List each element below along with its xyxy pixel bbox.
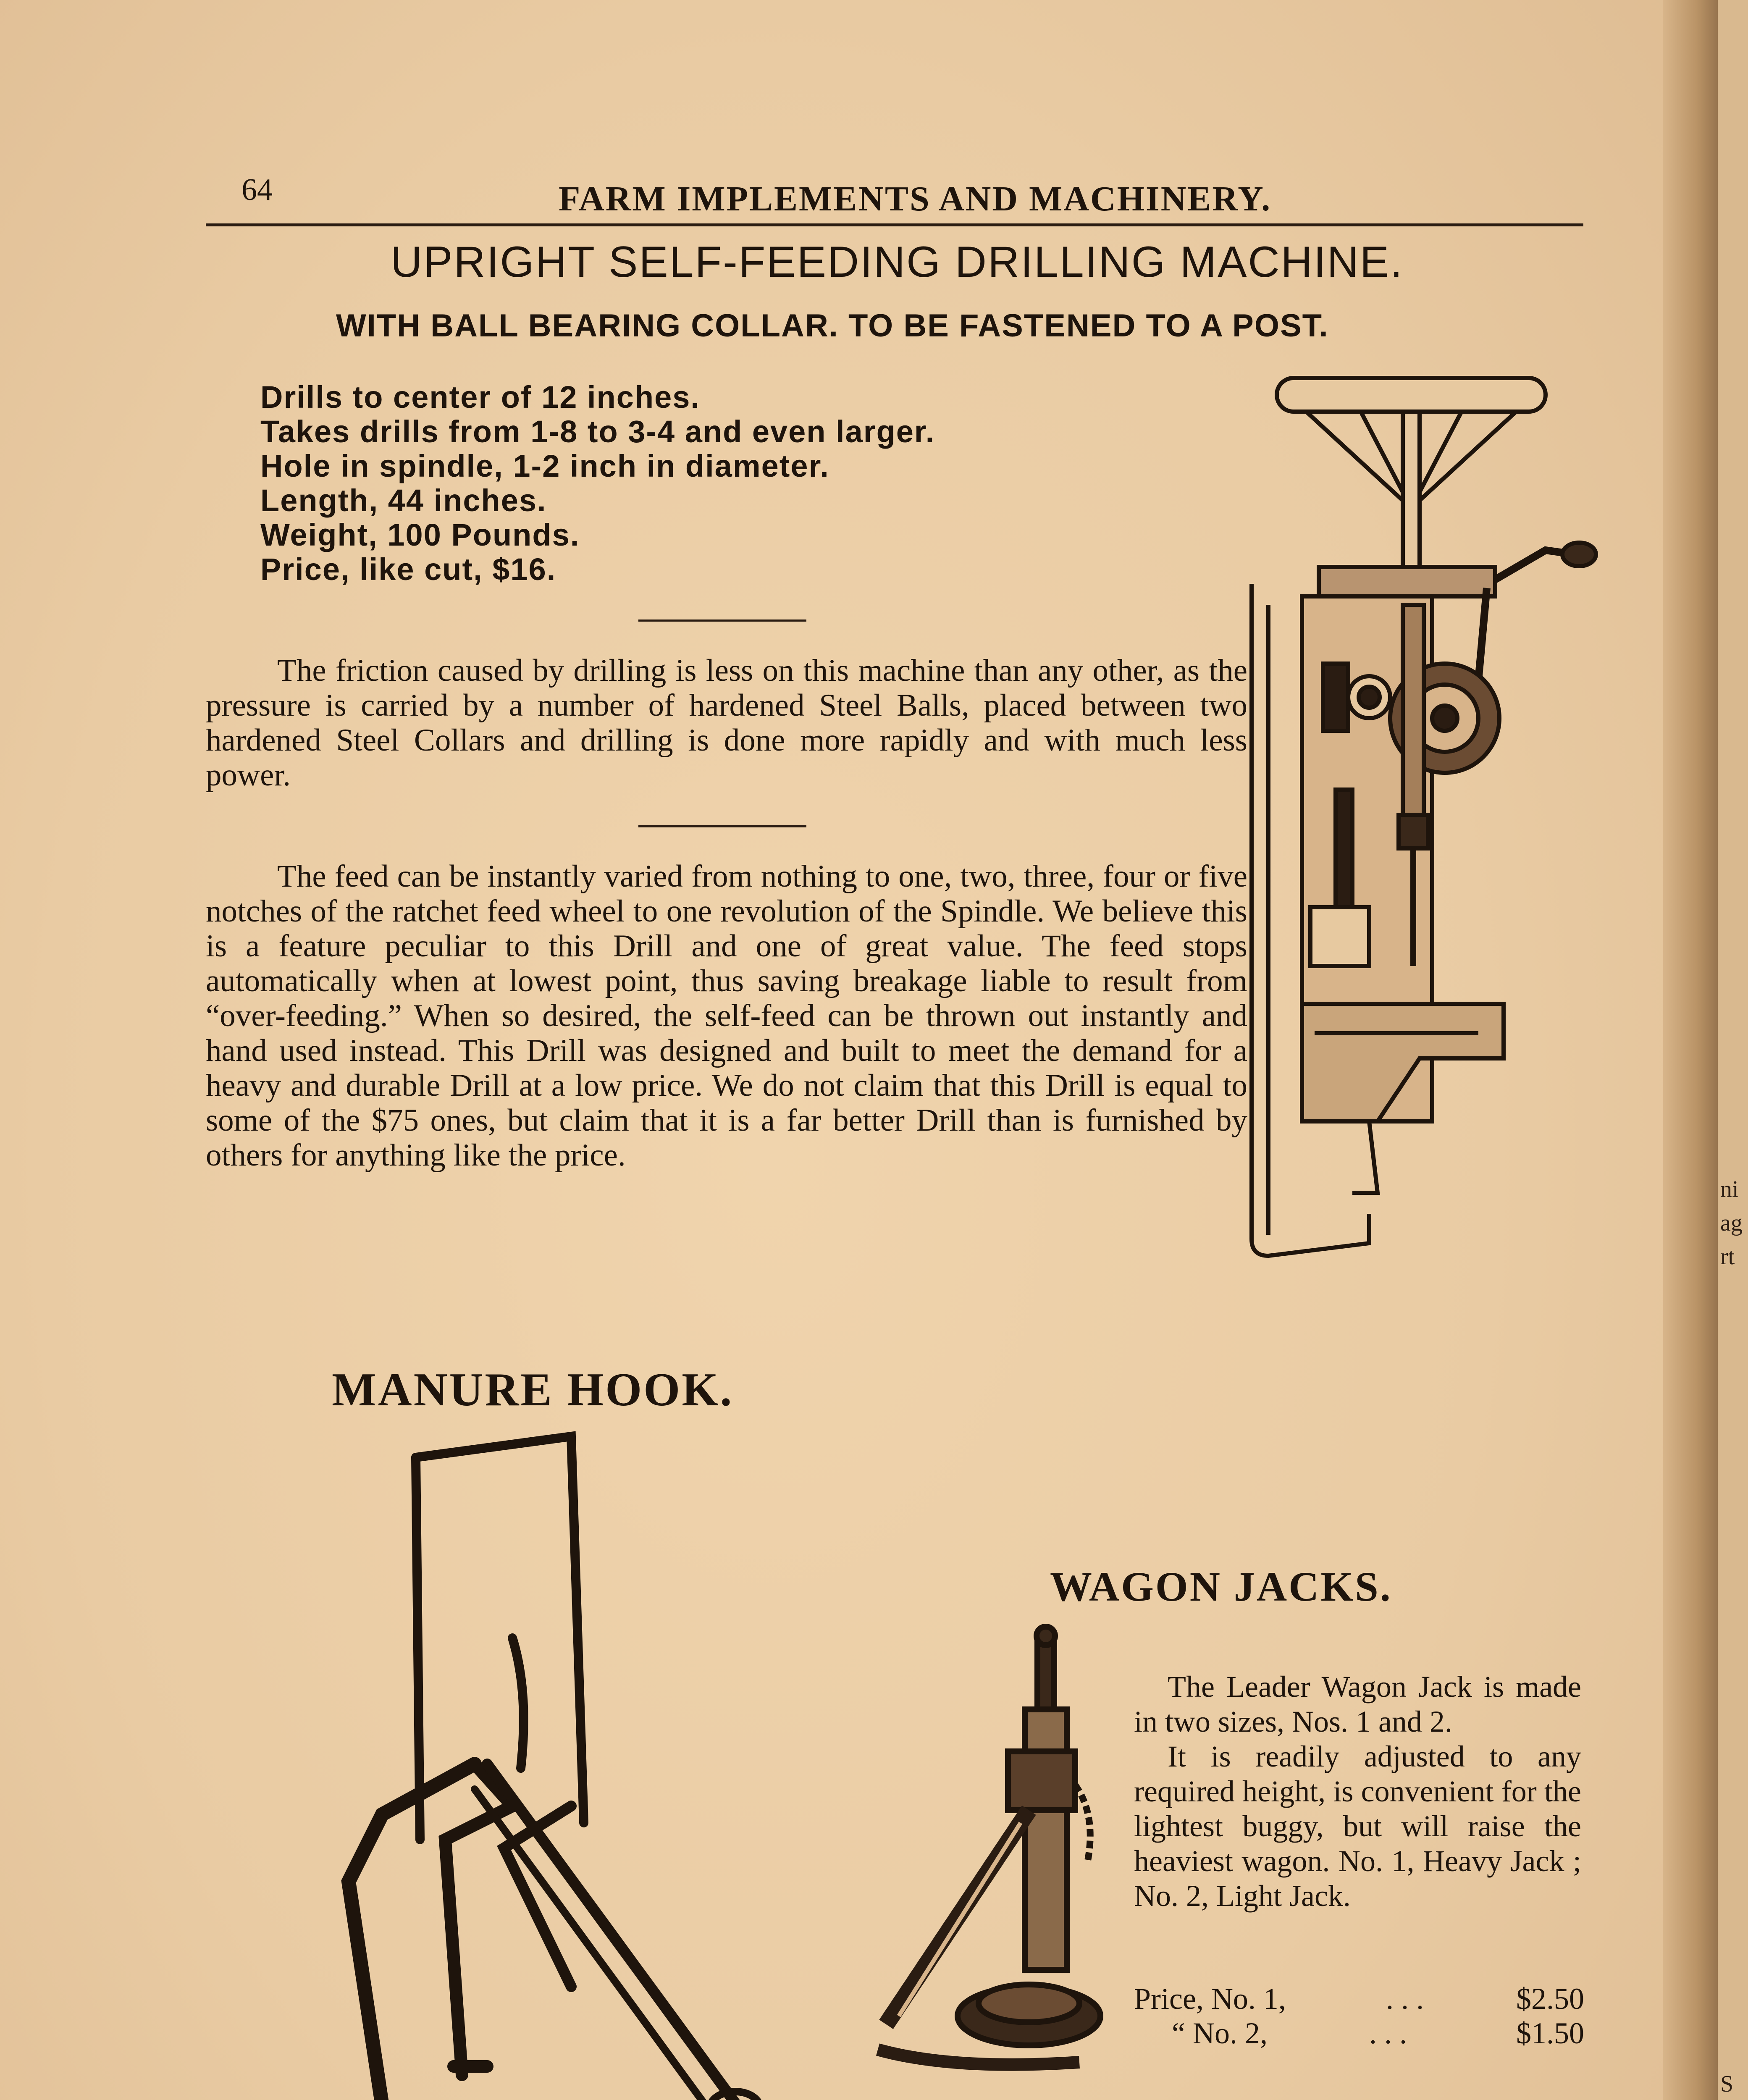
page-number: 64	[241, 173, 273, 207]
section-divider	[638, 620, 806, 622]
drill-paragraph-2	[206, 859, 1247, 1173]
drill-spec: Takes drills from 1-8 to 3-4 and even larger.	[260, 414, 935, 449]
drill-spec: Drills to center of 12 inches.	[260, 380, 700, 415]
facing-page-edge	[1718, 0, 1748, 2100]
price-value-no2: $1.50	[1516, 2016, 1584, 2050]
header-rule	[206, 223, 1583, 226]
price-dots: . . .	[1369, 2016, 1407, 2050]
price-dots: . . .	[1386, 1982, 1424, 2016]
drill-spec: Price, like cut, $16.	[260, 552, 556, 587]
drill-subtitle: WITH BALL BEARING COLLAR. TO BE FASTENED TO A POST.	[336, 308, 1329, 344]
manure-hook-title: MANURE HOOK.	[332, 1364, 734, 1416]
drill-press-illustration	[1243, 370, 1596, 1264]
wagon-jacks-text-1: The Leader Wagon Jack is made in two sizes, Nos. 1 and 2.	[1134, 1670, 1581, 1738]
facing-page-fragment: S	[1720, 2071, 1734, 2097]
wagon-jacks-description	[1134, 1670, 1581, 1914]
paragraph-text: The feed can be instantly varied from nothing to one, two, three, four or five notches of the ratchet feed wheel to one revolution of the Spindle. We believe this is a feature peculiar to this Drill and one of great value. The feed stops automatically when at lowest point, thus saving breakage liable to result from “over-feeding.” When so desired, the self-feed can be thrown out instantly and hand used instead. This Drill was designed and built to meet the demand for a heavy and durable Drill at a low price. We do not claim that this Drill is equal to some of the $75 ones, but claim that it is a far better Drill than is furnished by others for anything like the price.	[206, 859, 1247, 1173]
paragraph-text: The friction caused by drilling is less on this machine than any other, as the pressure is carried by a number of hardened Steel Balls, placed between two hardened Steel Collars and drilling is done more rapidly and with much less power.	[206, 653, 1247, 793]
facing-page-fragment: rt	[1720, 1244, 1735, 1270]
drill-title: UPRIGHT SELF-FEEDING DRILLING MACHINE.	[391, 238, 1404, 286]
drill-spec: Hole in spindle, 1-2 inch in diameter.	[260, 449, 829, 483]
price-row-no2	[1172, 2016, 1268, 2051]
drill-spec: Weight, 100 Pounds.	[260, 517, 580, 552]
drill-spec: Length, 44 inches.	[260, 483, 547, 518]
manure-hook-illustration	[336, 1420, 798, 2100]
facing-page-fragment: ag	[1720, 1210, 1743, 1236]
drill-paragraph-1	[206, 653, 1247, 793]
price-value-no1: $2.50	[1516, 1982, 1584, 2016]
wagon-jacks-text-2: It is readily adjusted to any required height, is convenient for the lightest buggy, but will raise the heaviest wagon. No. 1, Heavy Jack ; No. 2, Light Jack.	[1134, 1740, 1581, 1913]
facing-page-fragment: ni	[1720, 1176, 1739, 1202]
wagon-jack-illustration	[869, 1625, 1121, 2100]
running-head: FARM IMPLEMENTS AND MACHINERY.	[559, 179, 1272, 218]
wagon-jacks-title: WAGON JACKS.	[1050, 1563, 1392, 1610]
price-label: Price, No. 1,	[1134, 1982, 1286, 2016]
section-divider	[638, 825, 806, 827]
price-row-no1	[1134, 1982, 1286, 2016]
price-label: “ No. 2,	[1172, 2016, 1268, 2050]
